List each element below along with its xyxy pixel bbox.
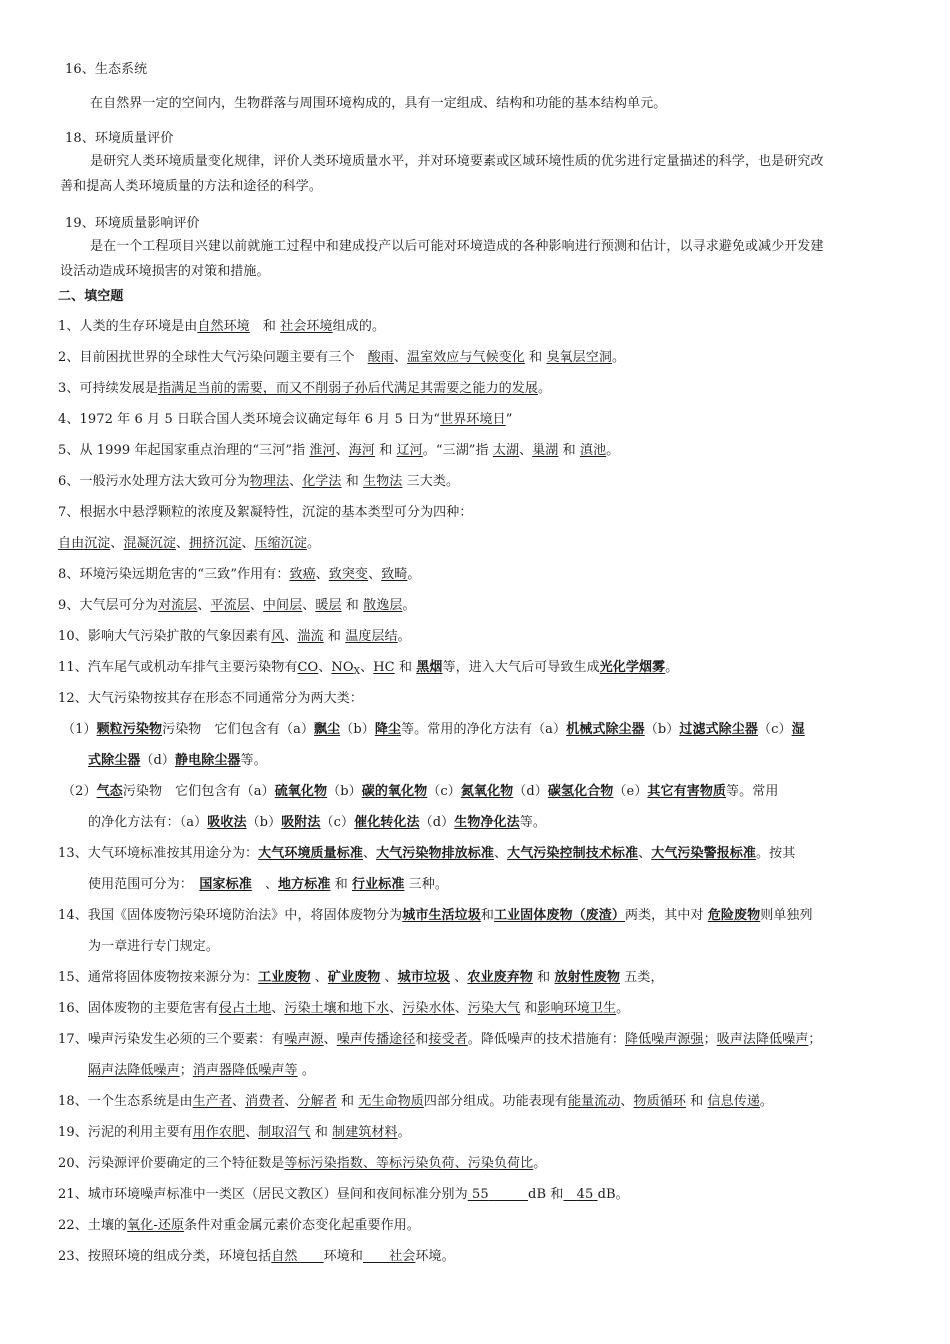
- question-14-line2: 为一章进行专门规定。: [88, 939, 220, 954]
- question-12: 12、大气污染物按其存在形态不同通常分为两大类：: [58, 691, 363, 706]
- section-title: 二、填空题: [58, 289, 124, 304]
- question-6: 6、一般污水处理方法大致可分为物理法、化学法 和 生物法 三大类。: [58, 474, 460, 489]
- question-18: 18、一个生态系统是由生产者、消费者、分解者 和 无生命物质四部分组成。功能表现有能量流动、物质循环 和 信息传递。: [58, 1094, 774, 1109]
- def-18-title: 18、环境质量评价: [65, 131, 174, 146]
- question-15: 15、通常将固体废物按来源分为：工业废物 、矿业废物 、城市垃圾 、农业废弃物 和 放射性废物 五类，: [58, 970, 664, 985]
- def-19-body-line2: 设活动造成环境损害的对策和措施。: [60, 264, 270, 279]
- question-12-2-line2: 的净化方法有：（a）吸收法（b）吸附法（c）催化转化法（d）生物净化法等。: [88, 815, 546, 830]
- question-5: 5、从 1999 年起国家重点治理的“三河”指 淮河、海河 和 辽河。“三湖”指 太湖、巢湖 和 滇池。: [58, 443, 620, 458]
- def-18-body-line2: 善和提高人类环境质量的方法和途径的科学。: [60, 179, 323, 194]
- question-2: 2、目前困扰世界的全球性大气污染问题主要有三个 酸雨、温室效应与气候变化 和 臭氧层空洞。: [58, 350, 626, 365]
- def-18-body-line1: 是研究人类环境质量变化规律，评价人类环境质量水平，并对环境要素或区域环境性质的优劣进行定量描述的科学，也是研究改: [90, 154, 824, 169]
- question-17-line2: 隔声法降低噪声；消声器降低噪声等 。: [88, 1063, 315, 1078]
- question-13-line1: 13、大气环境标准按其用途分为：大气环境质量标准、大气污染物排放标准、大气污染控制技术标准、大气污染警报标准。按其: [58, 846, 796, 861]
- question-4: 4、1972 年 6 月 5 日联合国人类环境会议确定每年 6 月 5 日为“世界环境日”: [58, 412, 513, 427]
- question-1: 1、人类的生存环境是由自然环境 和 社会环境组成的。: [58, 319, 386, 334]
- question-7-line1: 7、根据水中悬浮颗粒的浓度及絮凝特性，沉淀的基本类型可分为四种：: [58, 505, 473, 520]
- question-17-line1: 17、噪声污染发生必须的三个要素：有噪声源、噪声传播途径和接受者。降低噪声的技术措施有：降低噪声源强；吸声法降低噪声；: [58, 1032, 822, 1047]
- def-16-title: 16、生态系统: [65, 62, 148, 77]
- question-3: 3、可持续发展是指满足当前的需要，而又不削弱子孙后代满足其需要之能力的发展。: [58, 381, 552, 396]
- question-20: 20、污染源评价要确定的三个特征数是等标污染指数、等标污染负荷、污染负荷比。: [58, 1156, 547, 1171]
- question-13-line2: 使用范围可分为： 国家标准 、地方标准 和 行业标准 三种。: [88, 877, 448, 892]
- question-22: 22、土壤的氧化-还原条件对重金属元素价态变化起重要作用。: [58, 1218, 420, 1233]
- question-11: 11、汽车尾气或机动车排气主要污染物有CO、$NO_X$、HC 和 黑烟等，进入大气后可导致生成光化学烟雾。: [58, 660, 679, 677]
- def-19-title: 19、环境质量影响评价: [65, 216, 200, 231]
- question-9: 9、大气层可分为对流层、平流层、中间层、暖层 和 散逸层。: [58, 598, 416, 613]
- question-16: 16、固体废物的主要危害有侵占土地、污染土壤和地下水、污染水体、污染大气 和影响环境卫生。: [58, 1001, 630, 1016]
- question-14-line1: 14、我国《固体废物污染环境防治法》中，将固体废物分为城市生活垃圾和工业固体废物（废渣）两类，其中对 危险废物则单独列: [58, 908, 813, 923]
- def-16-body: 在自然界一定的空间内，生物群落与周围环境构成的，具有一定组成、结构和功能的基本结构单元。: [90, 96, 667, 111]
- question-23: 23、按照环境的组成分类，环境包括自然 环境和 社会环境。: [58, 1249, 455, 1264]
- question-21: 21、城市环境噪声标准中一类区（居民文教区）昼间和夜间标准分别为 55 dB 和 45 dB。: [58, 1187, 629, 1202]
- question-12-1-line1: （1）颗粒污染物污染物 它们包含有（a）飘尘（b）降尘等。常用的净化方法有（a）机械式除尘器（b）过滤式除尘器（c）湿: [62, 722, 805, 737]
- question-10: 10、影响大气污染扩散的气象因素有风、湍流 和 温度层结。: [58, 629, 411, 644]
- question-19: 19、污泥的利用主要有用作农肥、制取沼气 和 制建筑材料。: [58, 1125, 411, 1140]
- question-8: 8、环境污染远期危害的“三致”作用有：致癌、致突变、致畸。: [58, 567, 421, 582]
- def-19-body-line1: 是在一个工程项目兴建以前就施工过程中和建成投产以后可能对环境造成的各种影响进行预测和估计，以寻求避免或减少开发建: [90, 239, 824, 254]
- question-12-2-line1: （2）气态污染物 它们包含有（a）硫氧化物（b）碳的氧化物（c）氮氧化物（d）碳氢化合物（e）其它有害物质等。常用: [62, 784, 779, 799]
- question-7-line2: 自由沉淀、混凝沉淀、拥挤沉淀、压缩沉淀。: [58, 536, 321, 551]
- question-12-1-line2: 式除尘器（d）静电除尘器等。: [88, 753, 267, 768]
